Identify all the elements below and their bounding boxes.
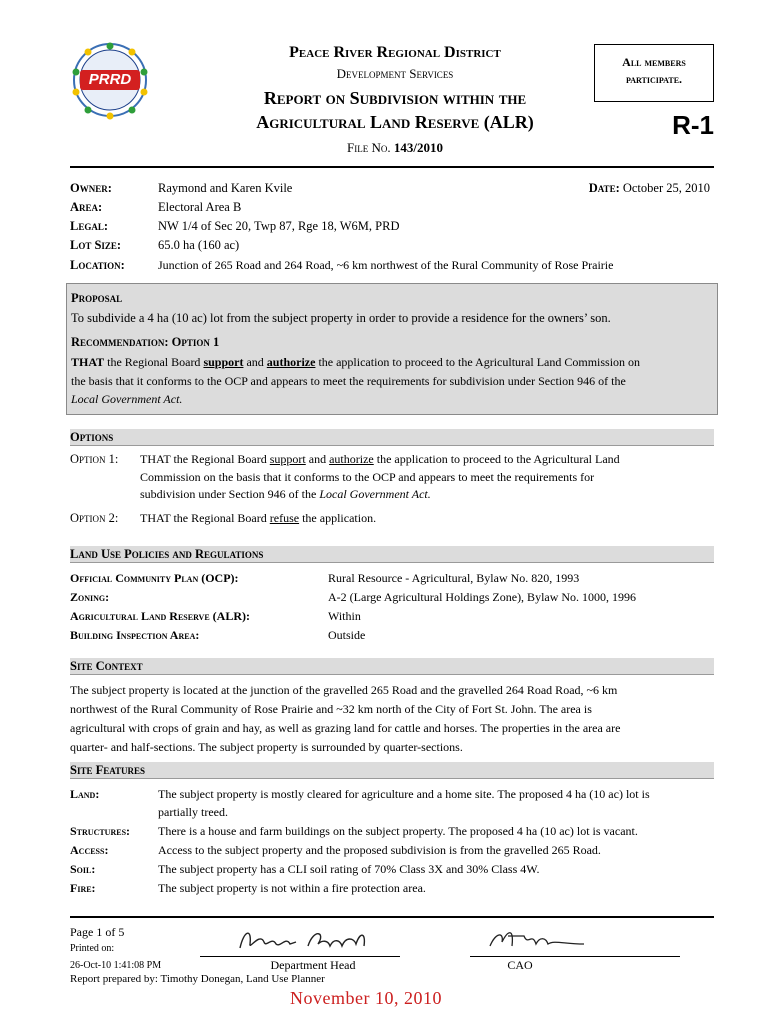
building-inspection-value: Outside xyxy=(328,628,366,642)
soil-label: Soil: xyxy=(70,862,96,876)
rec-support: support xyxy=(203,355,244,369)
site-context-line-2: northwest of the Rural Community of Rose Prairie and ~32 km north of the City of Fort St. John. The area is xyxy=(70,702,592,716)
rec-authorize: authorize xyxy=(266,355,316,369)
footer-rule xyxy=(70,916,714,918)
site-context-line-3: agricultural with crops of grain and hay, as well as grazing land for cattle and horses. The properties in the area are xyxy=(70,721,621,735)
department-head-signature xyxy=(230,922,380,956)
rec-text-b: the application to proceed to the Agricultural Land Commission on xyxy=(315,355,641,369)
option-2-text-b: the application. xyxy=(299,511,377,525)
proposal-heading: Proposal xyxy=(71,291,123,305)
fire-label: Fire: xyxy=(70,881,96,895)
cao-signature xyxy=(484,922,594,956)
rec-that: THAT xyxy=(71,355,105,369)
legal-value: NW 1/4 of Sec 20, Twp 87, Rge 18, W6M, PRD xyxy=(158,219,400,233)
printed-on-label: Printed on: xyxy=(70,943,115,954)
alr-value: Within xyxy=(328,609,361,623)
owner-label: Owner: xyxy=(70,181,112,195)
option-1-text-b: the application to proceed to the Agricultural Land xyxy=(373,452,620,466)
land-line-1: The subject property is mostly cleared for agriculture and a home site. The proposed 4 ha (10 ac) lot is xyxy=(158,787,650,801)
site-context-line-4: quarter- and half-sections. The subject property is surrounded by quarter-sections. xyxy=(70,740,463,754)
legal-label: Legal: xyxy=(70,219,109,233)
site-context-line-1: The subject property is located at the junction of the gravelled 265 Road and the gravelled 264 Road Road, ~6 km xyxy=(70,683,618,697)
rec-text-and: and xyxy=(243,355,267,369)
prrd-logo xyxy=(70,40,150,120)
proposal-text: To subdivide a 4 ha (10 ac) lot from the subject property in order to provide a residence for the owners’ son. xyxy=(71,311,611,325)
ocp-label: Official Community Plan (OCP): xyxy=(70,571,239,585)
alr-label: Agricultural Land Reserve (ALR): xyxy=(70,609,250,623)
prepared-by: Report prepared by: Timothy Donegan, Land Use Planner xyxy=(70,973,325,985)
report-title-2: Agricultural Land Reserve (ALR) xyxy=(256,112,534,132)
received-date-stamp: November 10, 2010 xyxy=(290,988,442,1008)
option-1-line-1 xyxy=(140,451,620,467)
dept-name: Development Services xyxy=(336,66,454,81)
land-label: Land: xyxy=(70,787,100,801)
access-value: Access to the subject property and the proposed subdivision is from the gravelled 265 Road. xyxy=(158,843,601,857)
soil-value: The subject property has a CLI soil rating of 70% Class 3X and 30% Class 4W. xyxy=(158,862,540,876)
option-1-text-and: and xyxy=(305,452,330,466)
header-rule xyxy=(70,166,714,168)
cao-line xyxy=(470,956,680,957)
area-label: Area: xyxy=(70,200,103,214)
option-1-line-3 xyxy=(140,486,431,502)
file-number-line xyxy=(230,140,560,156)
printed-date: 26-Oct-10 1:41:08 PM xyxy=(70,960,162,971)
structures-value: There is a house and farm buildings on the subject property. The proposed 4 ha (10 ac) lot is vacant. xyxy=(158,824,638,838)
option-1-authorize: authorize xyxy=(329,452,374,466)
org-name: Peace River Regional District xyxy=(289,44,501,61)
lot-size-value: 65.0 ha (160 ac) xyxy=(158,238,240,252)
file-number: 143/2010 xyxy=(393,140,443,155)
option-2-line xyxy=(140,510,376,526)
recommendation-line-2: the basis that it conforms to the OCP and appears to meet the requirements for subdivision under Section 946 of the xyxy=(71,374,626,388)
file-label: File No. xyxy=(347,140,391,155)
date-value: October 25, 2010 xyxy=(622,181,710,195)
report-title-1: Report on Subdivision within the xyxy=(263,88,527,108)
option-1-text-a: THAT the Regional Board xyxy=(140,452,270,466)
options-heading: Options xyxy=(70,429,714,446)
date-line xyxy=(480,180,710,196)
page-number: Page 1 of 5 xyxy=(70,925,125,939)
date-label: Date: xyxy=(588,181,620,195)
site-features-heading: Site Features xyxy=(70,762,714,779)
fire-value: The subject property is not within a fire protection area. xyxy=(158,881,426,895)
option-2-text-a: THAT the Regional Board xyxy=(140,511,270,525)
recommendation-line-3: Local Government Act. xyxy=(71,392,183,406)
proposal-box xyxy=(66,283,718,415)
option-1-support: support xyxy=(269,452,306,466)
recommendation-heading: Recommendation: Option 1 xyxy=(71,335,220,349)
option-1-text-c: subdivision under Section 946 of the xyxy=(140,487,320,501)
report-code: R-1 xyxy=(672,110,714,140)
area-value: Electoral Area B xyxy=(158,200,242,214)
land-line-2: partially treed. xyxy=(158,805,228,819)
cao-label: CAO xyxy=(507,958,533,972)
rec-text-a: the Regional Board xyxy=(104,355,204,369)
option-1-line-2: Commission on the basis that it conforms to the OCP and appears to meet the requirements for xyxy=(140,470,595,484)
zoning-label: Zoning: xyxy=(70,590,110,604)
structures-label: Structures: xyxy=(70,824,131,838)
option-1-label: Option 1: xyxy=(70,452,119,466)
members-box xyxy=(594,44,714,102)
zoning-value: A-2 (Large Agricultural Holdings Zone), Bylaw No. 1000, 1996 xyxy=(328,590,637,604)
lot-size-label: Lot Size: xyxy=(70,238,122,252)
members-box-line-2: participate. xyxy=(625,72,683,86)
location-label: Location: xyxy=(70,258,125,272)
department-head-line xyxy=(200,956,400,957)
logo-text: PRRD xyxy=(88,71,132,88)
recommendation-line-1 xyxy=(71,355,640,370)
site-context-heading: Site Context xyxy=(70,658,714,675)
owner-value: Raymond and Karen Kvile xyxy=(158,181,293,195)
option-1-act: Local Government Act. xyxy=(319,487,431,501)
access-label: Access: xyxy=(70,843,109,857)
building-inspection-label: Building Inspection Area: xyxy=(70,628,200,642)
department-head-label: Department Head xyxy=(270,958,356,972)
location-value: Junction of 265 Road and 264 Road, ~6 km northwest of the Rural Community of Rose Prairie xyxy=(158,258,614,272)
members-box-line-1: All members xyxy=(622,55,686,69)
option-2-label: Option 2: xyxy=(70,511,119,525)
ocp-value: Rural Resource - Agricultural, Bylaw No. 820, 1993 xyxy=(328,571,580,585)
option-2-refuse: refuse xyxy=(269,511,300,525)
land-use-heading: Land Use Policies and Regulations xyxy=(70,546,714,563)
